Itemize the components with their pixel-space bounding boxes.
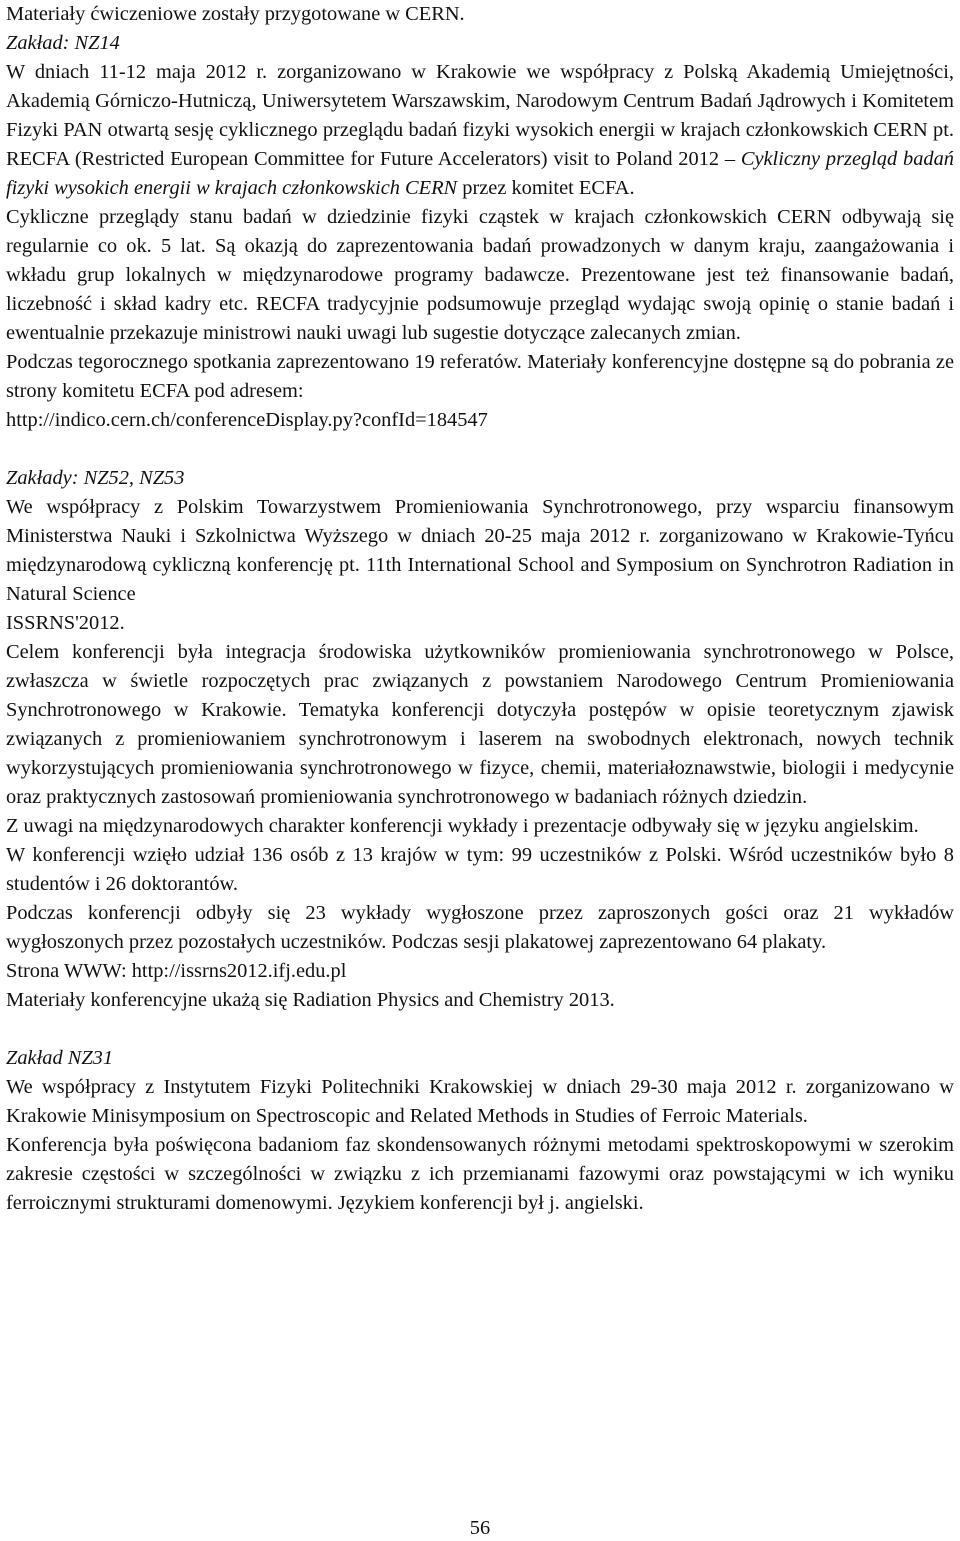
recfa-paragraph xyxy=(6,58,954,203)
issrns-intro-paragraph: We współpracy z Polskim Towarzystwem Promieniowania Synchrotronowego, przy wsparciu finansowym Ministerstwa Nauki i Szkolnictwa Wyższego w dniach 20-25 maja 2012 r. zorganizowano w Krakowie-Tyńcu międzynarodową cykliczną konferencję pt. 11th International School and Symposium on Synchrotron Radiation in Natural Science xyxy=(6,496,954,605)
recfa-paragraph-tail: przez komitet ECFA. xyxy=(457,177,635,199)
recfa-materials-url[interactable]: http://indico.cern.ch/conferenceDisplay.py?confId=184547 xyxy=(6,409,488,431)
issrns-proceedings: Materiały konferencyjne ukażą się Radiation Physics and Chemistry 2013. xyxy=(6,989,615,1011)
issrns-goal-paragraph: Celem konferencji była integracja środowiska użytkowników promieniowania synchrotronowego w Polsce, zwłaszcza w świetle rozpoczętych prac związanych z powstaniem Narodowego Centrum Promieniowania Synchrotronowego w Krakowie. Tematyka konferencji dotyczyła postępów w opisie teoretycznym zjawisk związanych z promieniowaniem synchrotronowym i laserem na swobodnych elektronach, nowych technik wykorzystujących promieniowania synchrotronowego w fizyce, chemii, materiałoznawstwie, biologii i medycynie oraz praktycznych zastosowań promieniowania synchrotronowego w badaniach różnych dziedzin. xyxy=(6,641,954,808)
minisymposium-topic-paragraph: Konferencja była poświęcona badaniom faz skondensowanych różnymi metodami spektroskopowymi w szerokim zakresie częstości w szczególności w związku z ich przemianami fazowymi oraz powstającymi w ich wyniku ferroicznymi strukturami domenowymi. Językiem konferencji był j. angielski. xyxy=(6,1134,954,1214)
issrns-participants-paragraph: W konferencji wzięło udział 136 osób z 13 krajów w tym: 99 uczestników z Polski. Wśród uczestników było 8 studentów i 26 doktorantów. xyxy=(6,844,954,895)
section-heading-nz52-nz53: Zakłady: NZ52, NZ53 xyxy=(6,467,185,489)
recfa-paragraph-text: W dniach 11-12 maja 2012 r. zorganizowano w Krakowie we współpracy z Polską Akademią Umiejętności, Akademią Górniczo-Hutniczą, Uniwersytetem Warszawskim, Narodowym Centrum Badań Jądrowych i Komitetem Fizyki PAN otwartą sesję cyklicznego przeglądu badań fizyki wysokich energii w krajach członkowskich CERN pt. RECFA (Restricted European Committee for Future Accelerators) visit to Poland 2012 – xyxy=(6,61,954,170)
issrns-language-paragraph: Z uwagi na międzynarodowych charakter konferencji wykłady i prezentacje odbywały się w języku angielskim. xyxy=(6,815,919,837)
recfa-materials-paragraph: Podczas tegorocznego spotkania zaprezentowano 19 referatów. Materiały konferencyjne dostępne są do pobrania ze strony komitetu ECFA pod adresem: xyxy=(6,351,954,402)
spacer xyxy=(6,435,954,464)
section-heading-nz31: Zakład NZ31 xyxy=(6,1047,114,1069)
recfa-italic-title: Cykliczny przegląd badań fizyki wysokich energii w krajach członkowskich CERN xyxy=(6,148,954,199)
recfa-reviews-paragraph: Cykliczne przeglądy stanu badań w dziedzinie fizyki cząstek w krajach członkowskich CERN odbywają się regularnie co ok. 5 lat. Są okazją do zaprezentowania badań prowadzonych w danym kraju, zaangażowania i wkładu grup lokalnych w międzynarodowe programy badawcze. Prezentowane jest też finansowanie badań, liczebność i skład kadry etc. RECFA tradycyjnie podsumowuje przegląd wydając swoją opinię o stanie badań i ewentualnie przekazuje ministrowi nauki uwagi lub sugestie dotyczące zalecanych zmian. xyxy=(6,206,954,344)
spacer xyxy=(6,1015,954,1044)
section-heading-nz14: Zakład: NZ14 xyxy=(6,32,120,54)
issrns-lectures-paragraph: Podczas konferencji odbyły się 23 wykłady wygłoszone przez zaproszonych gości oraz 21 wykładów wygłoszonych przez pozostałych uczestników. Podczas sesji plakatowej zaprezentowano 64 plakaty. xyxy=(6,902,954,953)
issrns-website[interactable]: Strona WWW: http://issrns2012.ifj.edu.pl xyxy=(6,960,347,982)
intro-line: Materiały ćwiczeniowe zostały przygotowane w CERN. xyxy=(6,3,465,25)
minisymposium-paragraph: We współpracy z Instytutem Fizyki Politechniki Krakowskiej w dniach 29-30 maja 2012 r. zorganizowano w Krakowie Minisymposium on Spectroscopic and Related Methods in Studies of Ferroic Materials. xyxy=(6,1076,954,1127)
issrns-acronym: ISSRNS'2012. xyxy=(6,612,125,634)
document-page xyxy=(6,0,954,1218)
page-number: 56 xyxy=(469,1517,491,1539)
